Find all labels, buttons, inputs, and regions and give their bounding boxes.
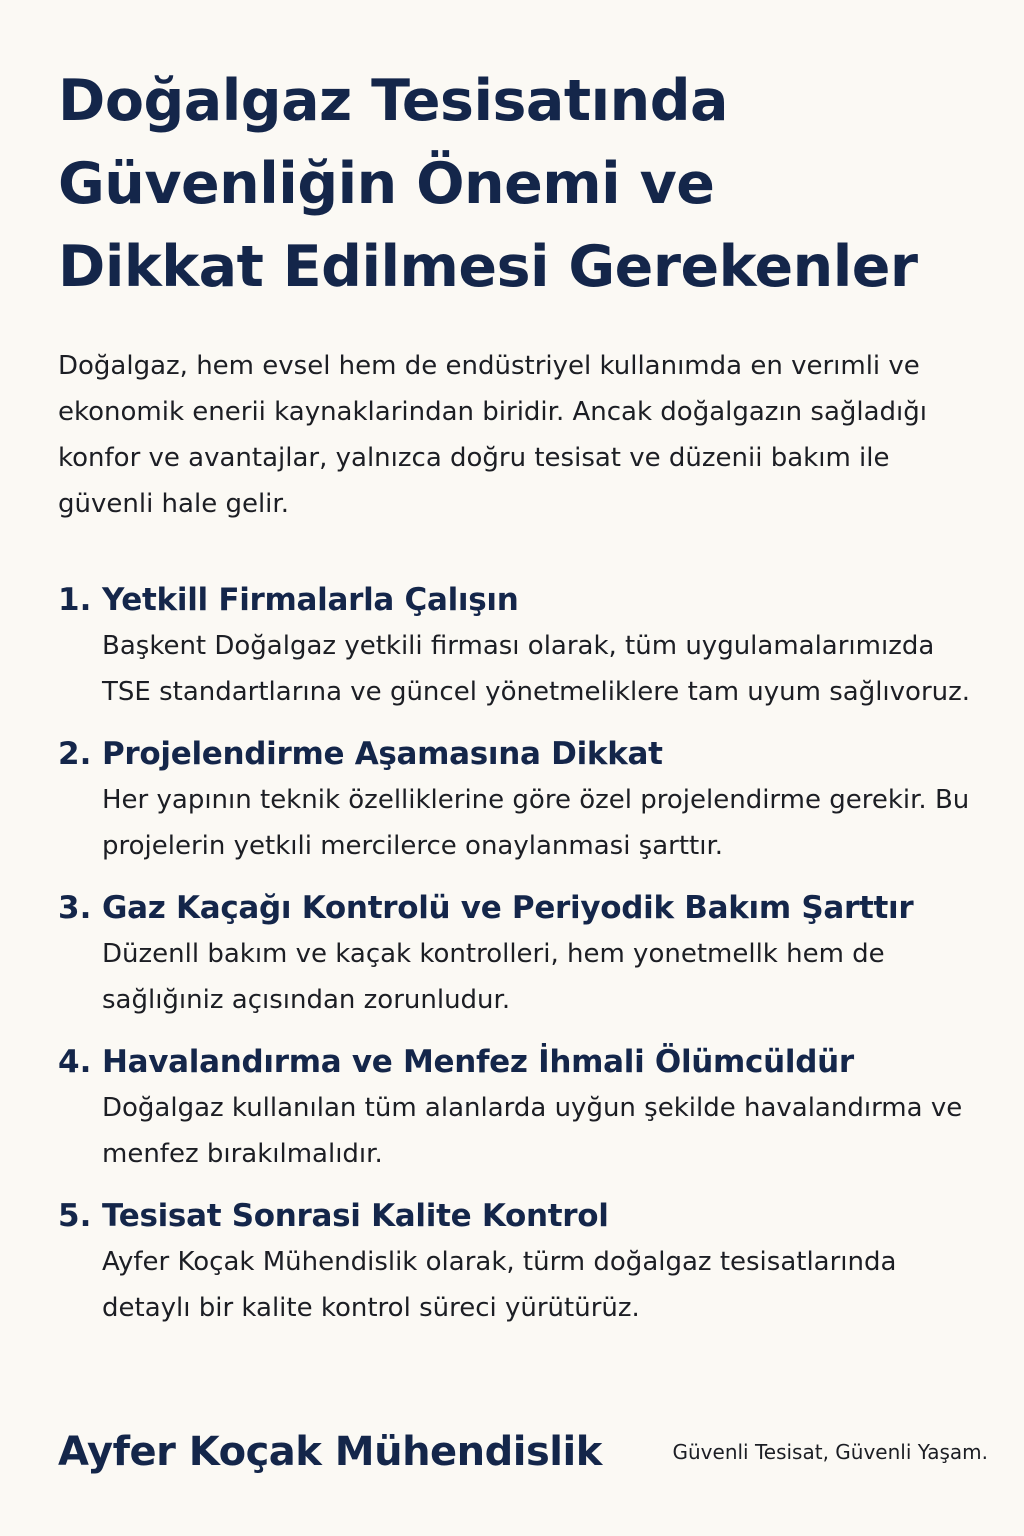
list-item-heading: [58, 1039, 988, 1085]
intro-paragraph: Doğalgaz, hem evsel hem de endüstriyel kullanımda en verımli ve ekonomik enerii kaynaklarindan biridir. Ancak doğalgazın sağladığı konfor ve avantajlar, yalnızca doğru tesisat ve düzenii bakım ile güvenli hale gelir.: [58, 351, 928, 519]
title-line: Doğalgaz Tesisatında: [58, 68, 729, 134]
list-item-title: Havalandırma ve Menfez İhmali Ölümcüldür: [102, 1044, 854, 1080]
list-item: [58, 1039, 988, 1177]
list-item-number: 1.: [58, 582, 92, 618]
list-item: [58, 885, 988, 1023]
list-item: [58, 731, 988, 869]
list-item: [58, 577, 988, 715]
list-item-heading: [58, 1193, 988, 1239]
list-item-title: Projelendirme Aşamasına Dikkat: [102, 736, 663, 772]
list-item-title: Gaz Kaçağı Kontrolü ve Periyodik Bakım Şarttır: [102, 890, 914, 926]
list-item-body: Her yapının teknik özelliklerine göre özel projelendirme gerekir. Bu projelerin yetkıli mercilerce onaylanmasi şarttır.: [102, 785, 970, 861]
company-name: Ayfer Koçak Mühendislik: [58, 1429, 602, 1475]
list-item-number: 3.: [58, 890, 92, 926]
list-item-number: 5.: [58, 1198, 92, 1234]
list-item-body: Doğalgaz kullanılan tüm alanlarda uyğun şekilde havalandırma ve menfez bırakılmalıdır.: [102, 1093, 963, 1169]
list-item-title: Yetkill Firmalarla Çalışın: [102, 582, 519, 618]
list-item-heading: [58, 885, 988, 931]
footer: [58, 1424, 988, 1480]
page-title: [58, 60, 988, 309]
title-line: Dikkat Edilmesi Gerekenler: [58, 234, 918, 300]
list-item-number: 2.: [58, 736, 92, 772]
article: [58, 60, 988, 1347]
list-item-title: Tesisat Sonrasi Kalite Kontrol: [102, 1198, 609, 1234]
list-item-number: 4.: [58, 1044, 92, 1080]
list-item-body: Düzenll bakım ve kaçak kontrolleri, hem yonetmellk hem de sağlığıniz açısından zorunludur.: [102, 939, 885, 1015]
title-line: Güvenliğin Önemi ve: [58, 151, 715, 217]
list-item-body: Ayfer Koçak Mühendislik olarak, türm doğalgaz tesisatlarında detaylı bir kalite kontrol süreci yürütürüz.: [102, 1247, 897, 1323]
list-item-heading: [58, 731, 988, 777]
list-item: [58, 1193, 988, 1331]
list-item-body: Başkent Doğalgaz yetkili firması olarak, tüm uygulamalarımızda TSE standartlarına ve güncel yönetmeliklere tam uyum sağlıvoruz.: [102, 631, 971, 707]
tagline: Güvenli Tesisat, Güvenli Yaşam.: [672, 1440, 988, 1464]
safety-list: [58, 577, 988, 1331]
list-item-heading: [58, 577, 988, 623]
